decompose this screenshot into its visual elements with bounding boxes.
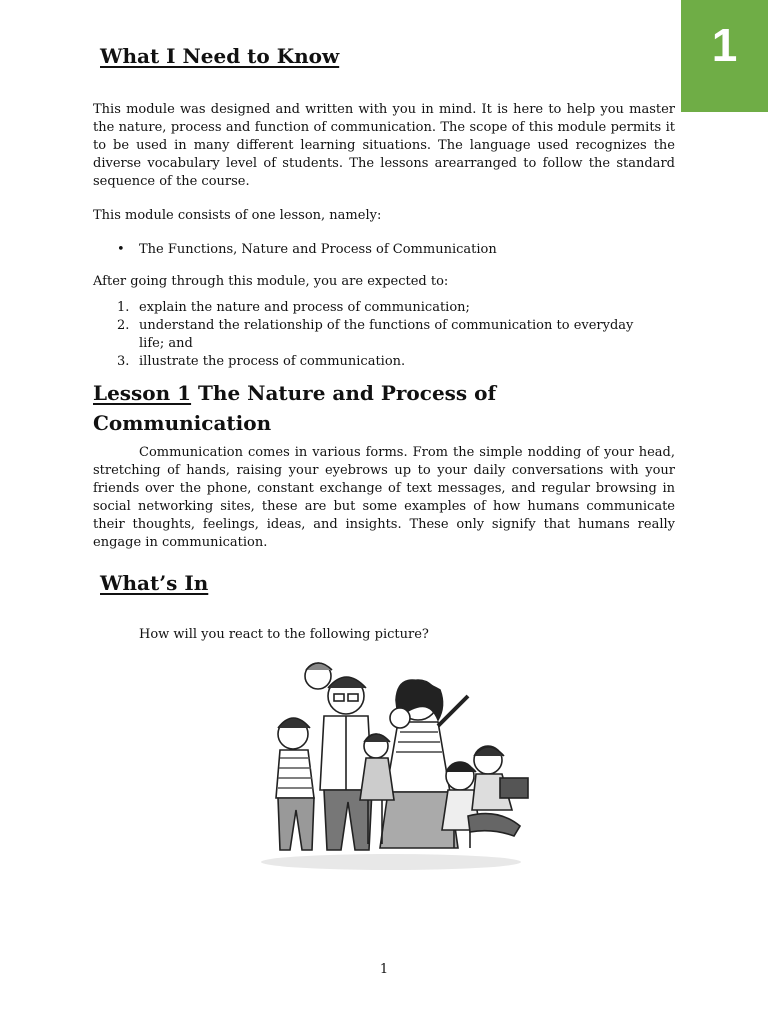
objective-number: 2.	[117, 318, 130, 333]
objective-item	[117, 353, 657, 371]
picture-prompt: How will you react to the following picture?	[139, 627, 429, 642]
family-illustration	[248, 656, 534, 872]
lesson-title: The Nature and Process of Communication	[93, 381, 497, 435]
page-number: 1	[379, 962, 389, 977]
lesson-paragraph: Communication comes in various forms. From the simple nodding of your head, stretching of hands, raising your eyebrows up to your daily conversations with your friends over the phone, constant exchange of text messages, and regular browsing in social networking sites, these are but some examples of how humans communicate their thoughts, feelings, ideas, and insights. These only signify that humans really engage in communication.	[93, 445, 675, 550]
lesson-number: Lesson 1	[93, 381, 192, 405]
objective-item	[117, 317, 657, 353]
objective-text: understand the relationship of the functions of communication to everyday life; and	[139, 318, 634, 351]
heading-what-i-need-to-know: What I Need to Know	[100, 44, 340, 68]
objective-text: explain the nature and process of communication;	[139, 300, 470, 315]
module-intro-paragraph: This module was designed and written with you in mind. It is here to help you master the nature, process and function of communication. The scope of this module permits it to be used in many different learning situations. The language used recognizes the diverse vocabulary level of students. The lessons arearranged to follow the standard sequence of the course.	[93, 102, 675, 189]
bullet-dot: •	[117, 242, 125, 257]
lesson-list-item: The Functions, Nature and Process of Communication	[139, 242, 497, 257]
chapter-number-tab: 1	[681, 0, 768, 112]
objective-number: 3.	[117, 354, 130, 369]
module-consists-text: This module consists of one lesson, namely:	[93, 208, 382, 223]
objectives-list	[117, 299, 657, 371]
objective-item	[117, 299, 657, 317]
lesson-heading	[93, 378, 533, 438]
objective-number: 1.	[117, 300, 130, 315]
heading-whats-in: What’s In	[100, 571, 209, 595]
expected-text: After going through this module, you are expected to:	[93, 274, 449, 289]
objective-text: illustrate the process of communication.	[139, 354, 406, 369]
